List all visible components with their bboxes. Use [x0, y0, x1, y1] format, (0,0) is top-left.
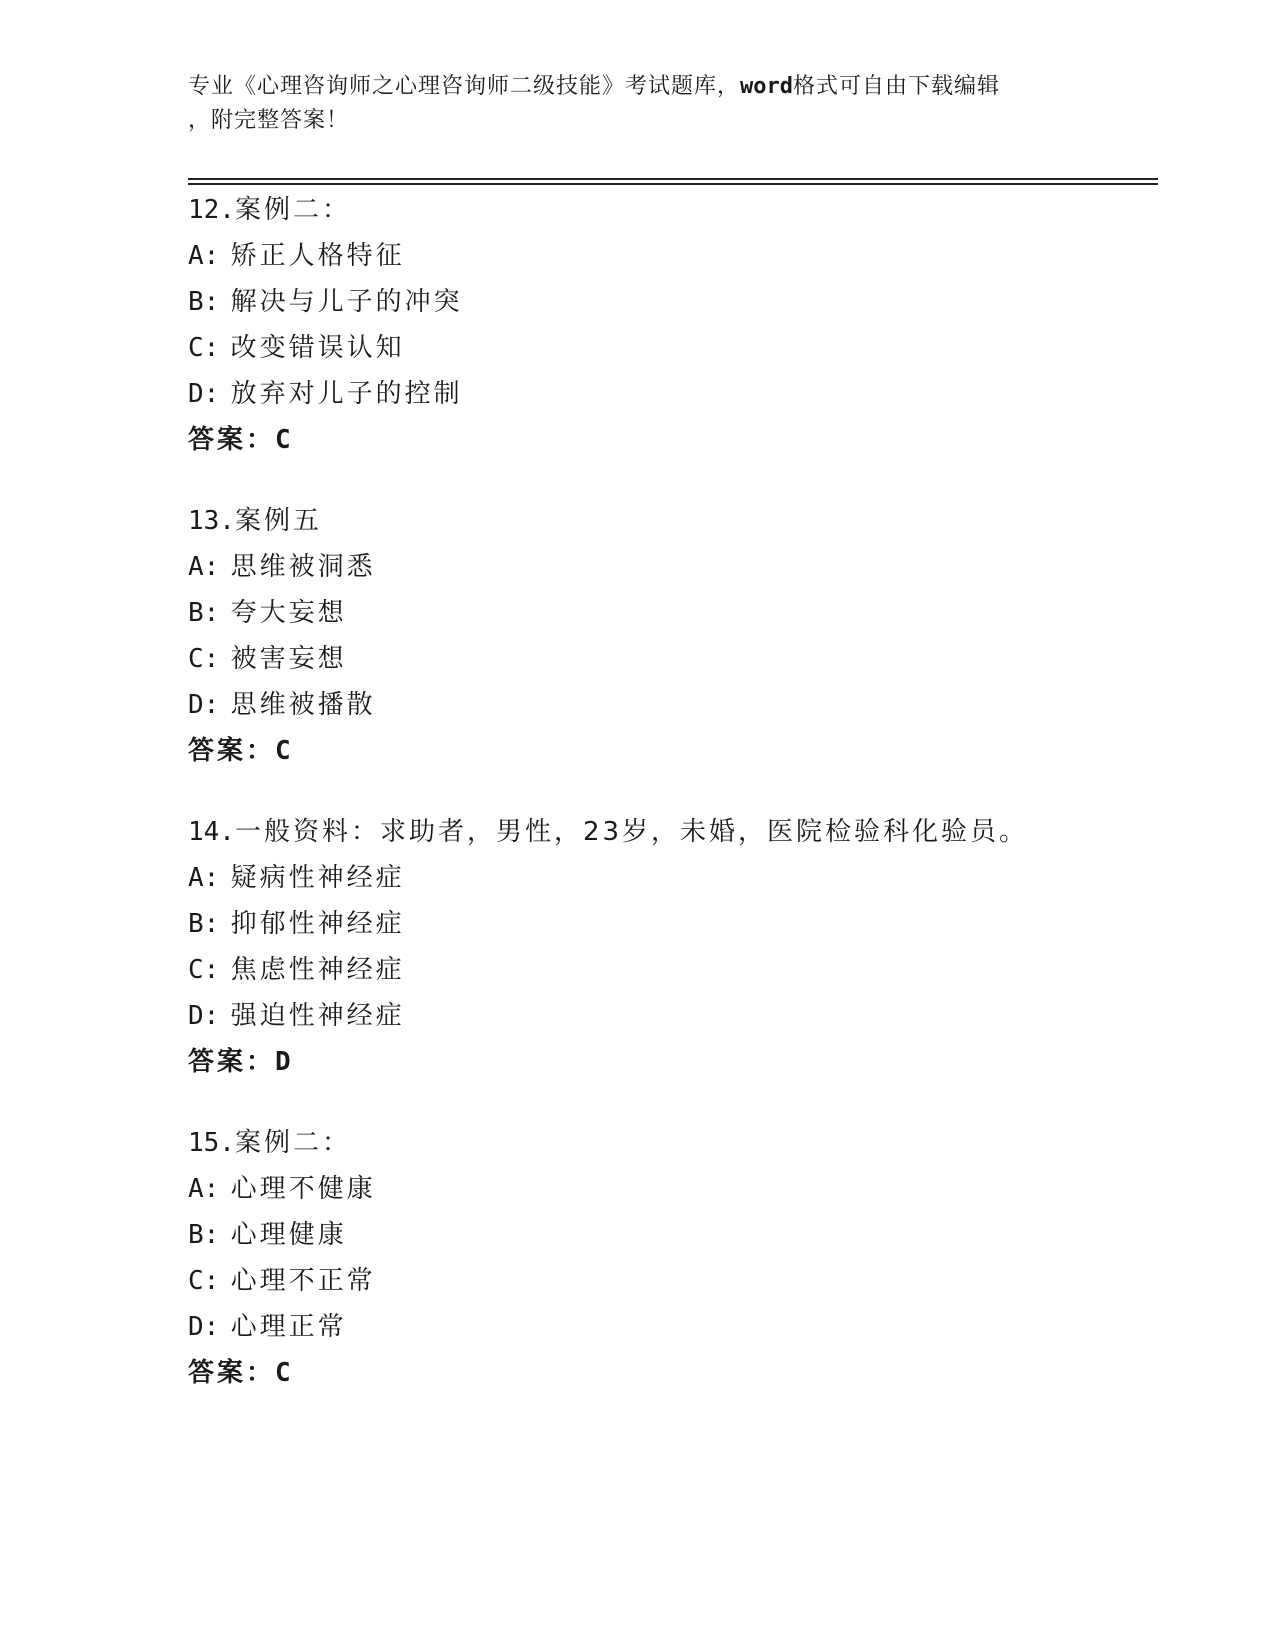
- option-letter: A:: [188, 863, 220, 893]
- answer-line: [188, 1039, 1148, 1085]
- option-b: [188, 590, 1148, 636]
- question-stem: [188, 809, 1148, 855]
- option-letter: A:: [188, 241, 220, 271]
- option-letter: B:: [188, 1220, 220, 1250]
- question-stem-text: 案例二：: [234, 195, 351, 225]
- option-letter: C:: [188, 644, 220, 674]
- header-line-1: [188, 70, 1088, 104]
- option-text: 心理不正常: [230, 1266, 376, 1296]
- option-text: 心理正常: [230, 1312, 347, 1342]
- option-a: [188, 544, 1148, 590]
- answer-value: C: [275, 736, 291, 766]
- option-letter: B:: [188, 909, 220, 939]
- question-list: [188, 187, 1148, 1431]
- question-number: 15.: [188, 1128, 235, 1158]
- question-13: [188, 498, 1148, 774]
- answer-label: 答案：: [188, 1358, 276, 1388]
- answer-value: C: [275, 425, 291, 455]
- question-stem: [188, 498, 1148, 544]
- option-text: 抑郁性神经症: [230, 909, 405, 939]
- option-text: 疑病性神经症: [230, 863, 405, 893]
- option-letter: D:: [188, 1312, 220, 1342]
- option-a: [188, 855, 1148, 901]
- option-letter: C:: [188, 1266, 220, 1296]
- header-text-before: 专业《心理咨询师之心理咨询师二级技能》考试题库，: [188, 74, 741, 99]
- header-divider-bottom: [188, 183, 1158, 185]
- option-d: [188, 1304, 1148, 1350]
- header-line-2: ，附完整答案！: [188, 108, 350, 133]
- option-b: [188, 1212, 1148, 1258]
- option-letter: C:: [188, 333, 220, 363]
- header-divider-top: [188, 178, 1158, 180]
- question-stem: [188, 187, 1148, 233]
- option-text: 心理不健康: [230, 1174, 376, 1204]
- option-b: [188, 279, 1148, 325]
- question-number: 14.: [188, 817, 235, 847]
- option-a: [188, 1166, 1148, 1212]
- option-d: [188, 371, 1148, 417]
- option-c: [188, 636, 1148, 682]
- option-text: 思维被洞悉: [230, 552, 376, 582]
- option-d: [188, 993, 1148, 1039]
- answer-value: D: [275, 1047, 291, 1077]
- option-text: 矫正人格特征: [230, 241, 405, 271]
- option-c: [188, 947, 1148, 993]
- question-12: [188, 187, 1148, 463]
- option-text: 夸大妄想: [230, 598, 347, 628]
- option-d: [188, 682, 1148, 728]
- option-text: 心理健康: [230, 1220, 347, 1250]
- option-letter: B:: [188, 598, 220, 628]
- option-text: 被害妄想: [230, 644, 347, 674]
- option-letter: D:: [188, 1001, 220, 1031]
- question-number: 12.: [188, 195, 235, 225]
- answer-label: 答案：: [188, 425, 276, 455]
- question-stem-text: 案例五: [234, 506, 322, 536]
- answer-label: 答案：: [188, 736, 276, 766]
- option-letter: B:: [188, 287, 220, 317]
- header-text-after: 格式可自由下载编辑: [793, 74, 1001, 99]
- answer-label: 答案：: [188, 1047, 276, 1077]
- option-letter: A:: [188, 552, 220, 582]
- option-text: 思维被播散: [230, 690, 376, 720]
- option-b: [188, 901, 1148, 947]
- option-letter: D:: [188, 690, 220, 720]
- question-number: 13.: [188, 506, 235, 536]
- question-15: [188, 1120, 1148, 1396]
- question-stem-text: 一般资料：求助者，男性，23岁，未婚，医院检验科化验员。: [234, 817, 1029, 847]
- option-text: 强迫性神经症: [230, 1001, 405, 1031]
- answer-line: [188, 417, 1148, 463]
- option-text: 放弃对儿子的控制: [230, 379, 463, 409]
- question-stem: [188, 1120, 1148, 1166]
- header-word-keyword: word: [740, 74, 793, 99]
- option-letter: D:: [188, 379, 220, 409]
- option-text: 焦虑性神经症: [230, 955, 405, 985]
- option-text: 改变错误认知: [230, 333, 405, 363]
- option-a: [188, 233, 1148, 279]
- question-14: [188, 809, 1148, 1085]
- option-letter: A:: [188, 1174, 220, 1204]
- answer-line: [188, 1350, 1148, 1396]
- option-c: [188, 1258, 1148, 1304]
- answer-value: C: [275, 1358, 291, 1388]
- option-text: 解决与儿子的冲突: [230, 287, 463, 317]
- answer-line: [188, 728, 1148, 774]
- document-header: [188, 70, 1088, 138]
- option-c: [188, 325, 1148, 371]
- question-stem-text: 案例二：: [234, 1128, 351, 1158]
- option-letter: C:: [188, 955, 220, 985]
